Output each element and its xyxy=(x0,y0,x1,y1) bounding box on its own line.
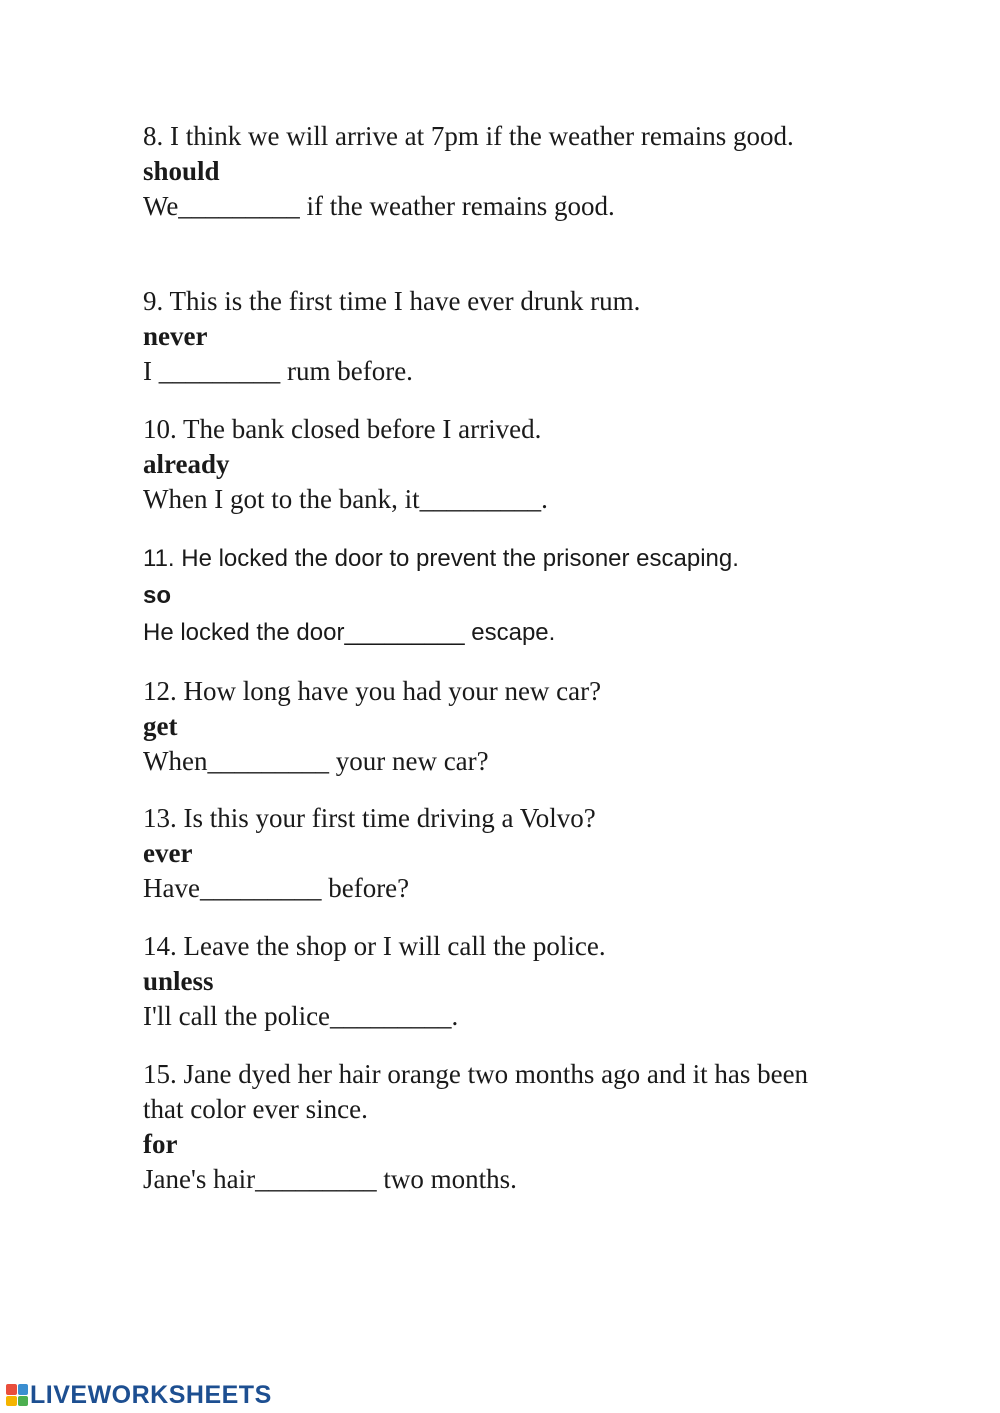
answer-line[interactable]: He locked the door_________ escape. xyxy=(143,619,556,646)
logo-tile-blue xyxy=(18,1384,29,1395)
logo-tile-red xyxy=(6,1384,17,1395)
answer-line[interactable]: When_________ your new car? xyxy=(143,746,489,776)
question-text: 12. How long have you had your new car? xyxy=(143,676,602,706)
exercise-14 xyxy=(143,929,863,1034)
question-text: 15. Jane dyed her hair orange two months ago and it has been that color ever since. xyxy=(143,1059,809,1124)
keyword: ever xyxy=(143,838,193,868)
exercise-15 xyxy=(143,1057,843,1197)
exercise-11 xyxy=(143,540,903,651)
question-text: 9. This is the first time I have ever drunk rum. xyxy=(143,286,641,316)
keyword: already xyxy=(143,449,230,479)
answer-line[interactable]: Jane's hair_________ two months. xyxy=(143,1164,517,1194)
answer-line[interactable]: Have_________ before? xyxy=(143,873,410,903)
keyword: unless xyxy=(143,966,214,996)
brand-name[interactable]: LIVEWORKSHEETS xyxy=(30,1380,272,1409)
keyword: so xyxy=(143,582,172,609)
question-text: 14. Leave the shop or I will call the police. xyxy=(143,931,606,961)
answer-line[interactable]: We_________ if the weather remains good. xyxy=(143,191,615,221)
question-text: 13. Is this your first time driving a Volvo? xyxy=(143,803,596,833)
question-text: 8. I think we will arrive at 7pm if the weather remains good. xyxy=(143,121,794,151)
keyword: get xyxy=(143,711,178,741)
answer-line[interactable]: When I got to the bank, it_________. xyxy=(143,484,548,514)
exercise-12 xyxy=(143,674,863,779)
answer-line[interactable]: I'll call the police_________. xyxy=(143,1001,459,1031)
liveworksheets-logo-icon xyxy=(6,1384,28,1406)
exercise-10 xyxy=(143,412,863,517)
logo-tile-yellow xyxy=(6,1396,17,1407)
exercise-13 xyxy=(143,801,863,906)
footer-branding xyxy=(6,1378,272,1412)
logo-tile-green xyxy=(18,1396,29,1407)
keyword: never xyxy=(143,321,208,351)
exercise-8 xyxy=(143,119,833,224)
question-text: 10. The bank closed before I arrived. xyxy=(143,414,542,444)
exercise-9 xyxy=(143,284,863,389)
keyword: for xyxy=(143,1129,178,1159)
question-text: 11. He locked the door to prevent the prisoner escaping. xyxy=(143,545,739,572)
answer-line[interactable]: I _________ rum before. xyxy=(143,356,413,386)
keyword: should xyxy=(143,156,220,186)
